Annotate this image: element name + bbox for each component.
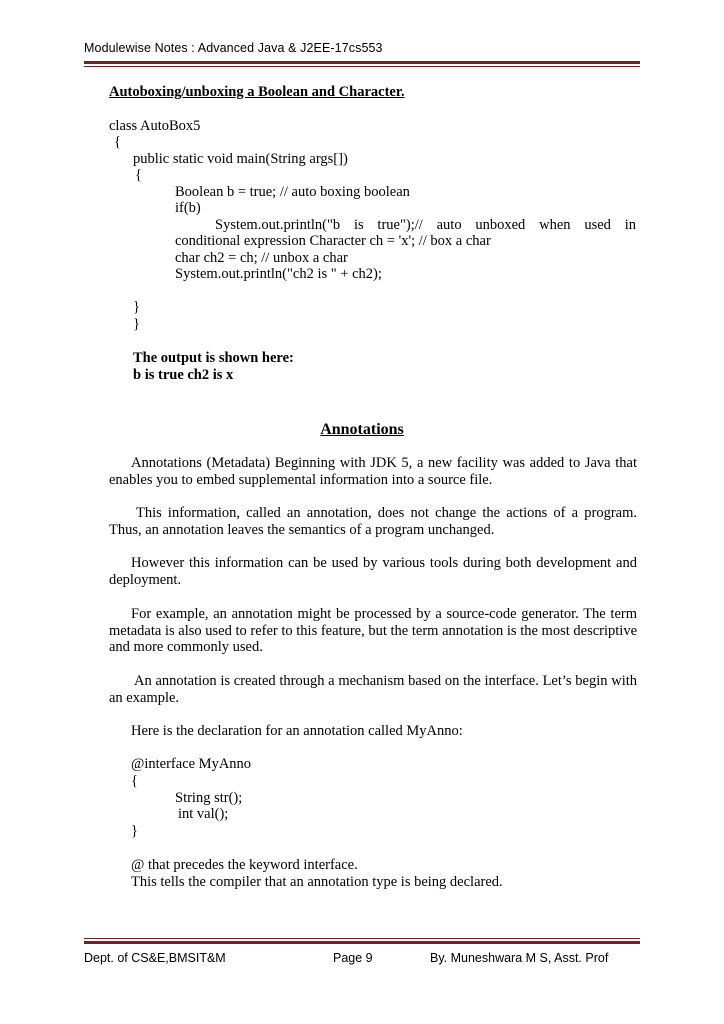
footer-department: Dept. of CS&E,BMSIT&M — [84, 951, 226, 965]
header-title: Modulewise Notes : Advanced Java & J2EE-17cs553 — [84, 41, 383, 55]
output-value: b is true ch2 is x — [133, 367, 234, 383]
footer-page-number: Page 9 — [333, 951, 373, 965]
note-line: This tells the compiler that an annotation type is being declared. — [131, 874, 503, 890]
code-line: @interface MyAnno — [131, 756, 252, 772]
footer-rule-thin — [84, 938, 640, 939]
code-line: System.out.println("b is true");// auto unboxed when used in — [215, 217, 636, 233]
code-line: conditional expression Character ch = 'x'; // box a char — [175, 233, 491, 249]
paragraph: However this information can be used by various tools during both development and deployment. — [109, 555, 637, 588]
paragraph: Here is the declaration for an annotation called MyAnno: — [131, 723, 463, 739]
header-rule — [84, 61, 640, 64]
code-line: Boolean b = true; // auto boxing boolean — [175, 184, 410, 200]
code-line: } — [133, 299, 140, 315]
code-line: } — [133, 316, 140, 332]
code-line: System.out.println("ch2 is " + ch2); — [175, 266, 382, 282]
code-line: { — [131, 773, 138, 789]
note-line: @ that precedes the keyword interface. — [131, 857, 358, 873]
code-line: } — [131, 823, 138, 839]
code-line: int val(); — [178, 806, 229, 822]
paragraph: Annotations (Metadata) Beginning with JDK 5, a new facility was added to Java that enables you to embed supplemental information into a source file. — [109, 455, 637, 488]
output-label: The output is shown here: — [133, 350, 294, 366]
footer-author: By. Muneshwara M S, Asst. Prof — [430, 951, 609, 965]
paragraph: For example, an annotation might be processed by a source-code generator. The term metadata is also used to refer to this feature, but the term annotation is the most descriptive and more commonly used. — [109, 606, 637, 655]
code-line: { — [135, 167, 142, 183]
paragraph: An annotation is created through a mechanism based on the interface. Let’s begin with an example. — [109, 673, 637, 706]
code-line: char ch2 = ch; // unbox a char — [175, 250, 348, 266]
code-line: public static void main(String args[]) — [133, 151, 348, 167]
code-line: String str(); — [175, 790, 243, 806]
header-rule-thin — [84, 66, 640, 67]
code-line: { — [114, 134, 121, 150]
code-line: if(b) — [175, 200, 201, 216]
code-line: class AutoBox5 — [109, 118, 201, 134]
section-heading-annotations: Annotations — [320, 421, 404, 438]
section-heading-autoboxing: Autoboxing/unboxing a Boolean and Character. — [109, 84, 405, 100]
footer-rule — [84, 941, 640, 944]
paragraph: This information, called an annotation, does not change the actions of a program. Thus, an annotation leaves the semantics of a program unchanged. — [109, 505, 637, 538]
